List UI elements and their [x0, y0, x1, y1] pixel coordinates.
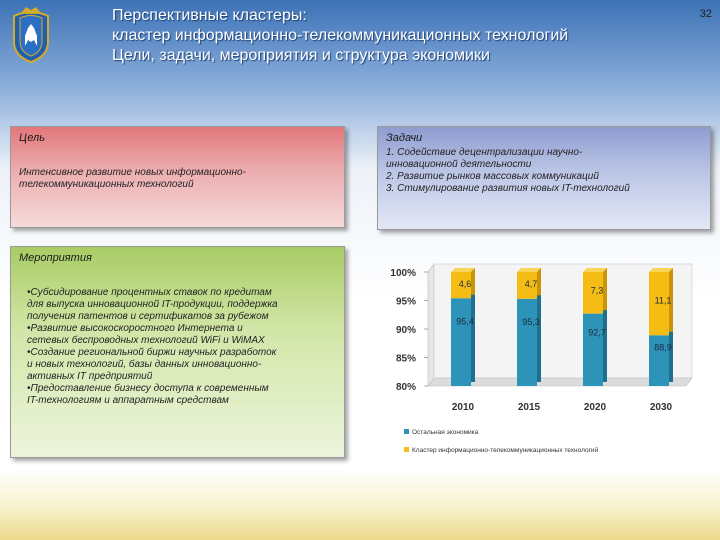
x-tick-label: 2010: [451, 402, 475, 413]
data-label-other: 92,7: [588, 327, 606, 338]
actions-line: активных IT предприятий: [27, 371, 153, 382]
bar-top-ict: [517, 268, 541, 272]
x-tick-label: 2015: [517, 402, 541, 413]
goal-header: Цель: [19, 132, 45, 144]
bar-top-ict: [649, 268, 673, 272]
bar-segment-other: [583, 314, 603, 386]
title-line: кластер информационно-телекоммуникационных технологий: [112, 27, 569, 44]
legend-label: Кластер информационно-телекоммуникационных технологий: [412, 447, 599, 454]
y-tick-label: 100%: [390, 268, 416, 279]
goal-text: [19, 167, 339, 191]
actions-header: Мероприятия: [19, 252, 92, 264]
actions-line: получения патентов и сертификатов за рубежом: [27, 311, 269, 322]
bar-top-ict: [451, 268, 475, 272]
page-number: 32: [699, 8, 712, 20]
bar-side-other: [603, 310, 607, 382]
tasks-line: инновационной деятельности: [386, 159, 532, 170]
data-label-other: 88,9: [654, 342, 672, 353]
data-label-ict: 4,7: [524, 279, 538, 290]
bar-side-ict: [471, 268, 475, 295]
tasks-line: 1. Содействие децентрализации научно-: [386, 147, 583, 158]
actions-line: •Создание региональной биржи научных разработок: [27, 347, 277, 358]
actions-line: •Субсидирование процентных ставок по кредитам: [27, 287, 272, 298]
goal-box: [10, 126, 345, 228]
tasks-box: [377, 126, 711, 230]
bar-side-other: [537, 295, 541, 382]
chart-side-wall: [428, 264, 434, 386]
x-tick-label: 2030: [649, 402, 673, 413]
tasks-line: 3. Стимулирование развития новых IT-технологий: [386, 183, 630, 194]
legend-label: Остальная экономика: [412, 429, 479, 436]
y-tick-label: 85%: [395, 353, 416, 365]
goal-line: телекоммуникационных технологий: [19, 179, 194, 190]
actions-line: •Предоставление бизнесу доступа к современным: [27, 383, 269, 394]
actions-line: •Развитие высокоскоростного Интернета и: [27, 323, 243, 334]
goal-line: Интенсивное развитие новых информационно-: [19, 167, 246, 178]
x-tick-label: 2020: [583, 402, 607, 413]
regional-coat-of-arms-icon: [10, 6, 52, 64]
actions-text: [27, 287, 337, 407]
slide-title: [112, 6, 702, 66]
tasks-line: 2. Развитие рынков массовых коммуникаций: [386, 171, 599, 182]
tasks-header: Задачи: [386, 132, 423, 144]
title-line: Цели, задачи, мероприятия и структура экономики: [112, 47, 490, 64]
bar-top-ict: [583, 268, 607, 272]
bar-side-ict: [603, 268, 607, 310]
actions-line: IT-технологиям и аппаратным средствам: [27, 395, 229, 406]
y-tick-label: 95%: [395, 296, 416, 308]
data-label-other: 95,4: [456, 316, 474, 327]
legend-swatch: [404, 447, 409, 452]
bar-side-other: [471, 294, 475, 382]
legend-swatch: [404, 429, 409, 434]
data-label-ict: 4,6: [458, 278, 472, 289]
actions-line: для выпуска инновационной IT-продукции, поддержка: [27, 299, 278, 310]
bar-segment-other: [517, 299, 537, 386]
bar-segment-other: [451, 298, 471, 386]
data-label-other: 95,3: [522, 316, 540, 327]
tasks-text: [386, 147, 704, 195]
actions-line: и новых технологий, базы данных инновационно-: [27, 359, 262, 370]
bar-side-other: [669, 331, 673, 382]
actions-line: сетевых беспроводных технологий WiFi и WiMAX: [27, 335, 265, 346]
actions-box: [10, 246, 345, 458]
data-label-ict: 11,1: [654, 295, 672, 306]
bar-side-ict: [537, 268, 541, 295]
data-label-ict: 7,3: [590, 285, 604, 296]
stacked-bar-chart: [350, 250, 720, 472]
title-line: Перспективные кластеры:: [112, 7, 307, 24]
y-tick-label: 80%: [395, 382, 416, 393]
y-tick-label: 90%: [395, 325, 416, 336]
